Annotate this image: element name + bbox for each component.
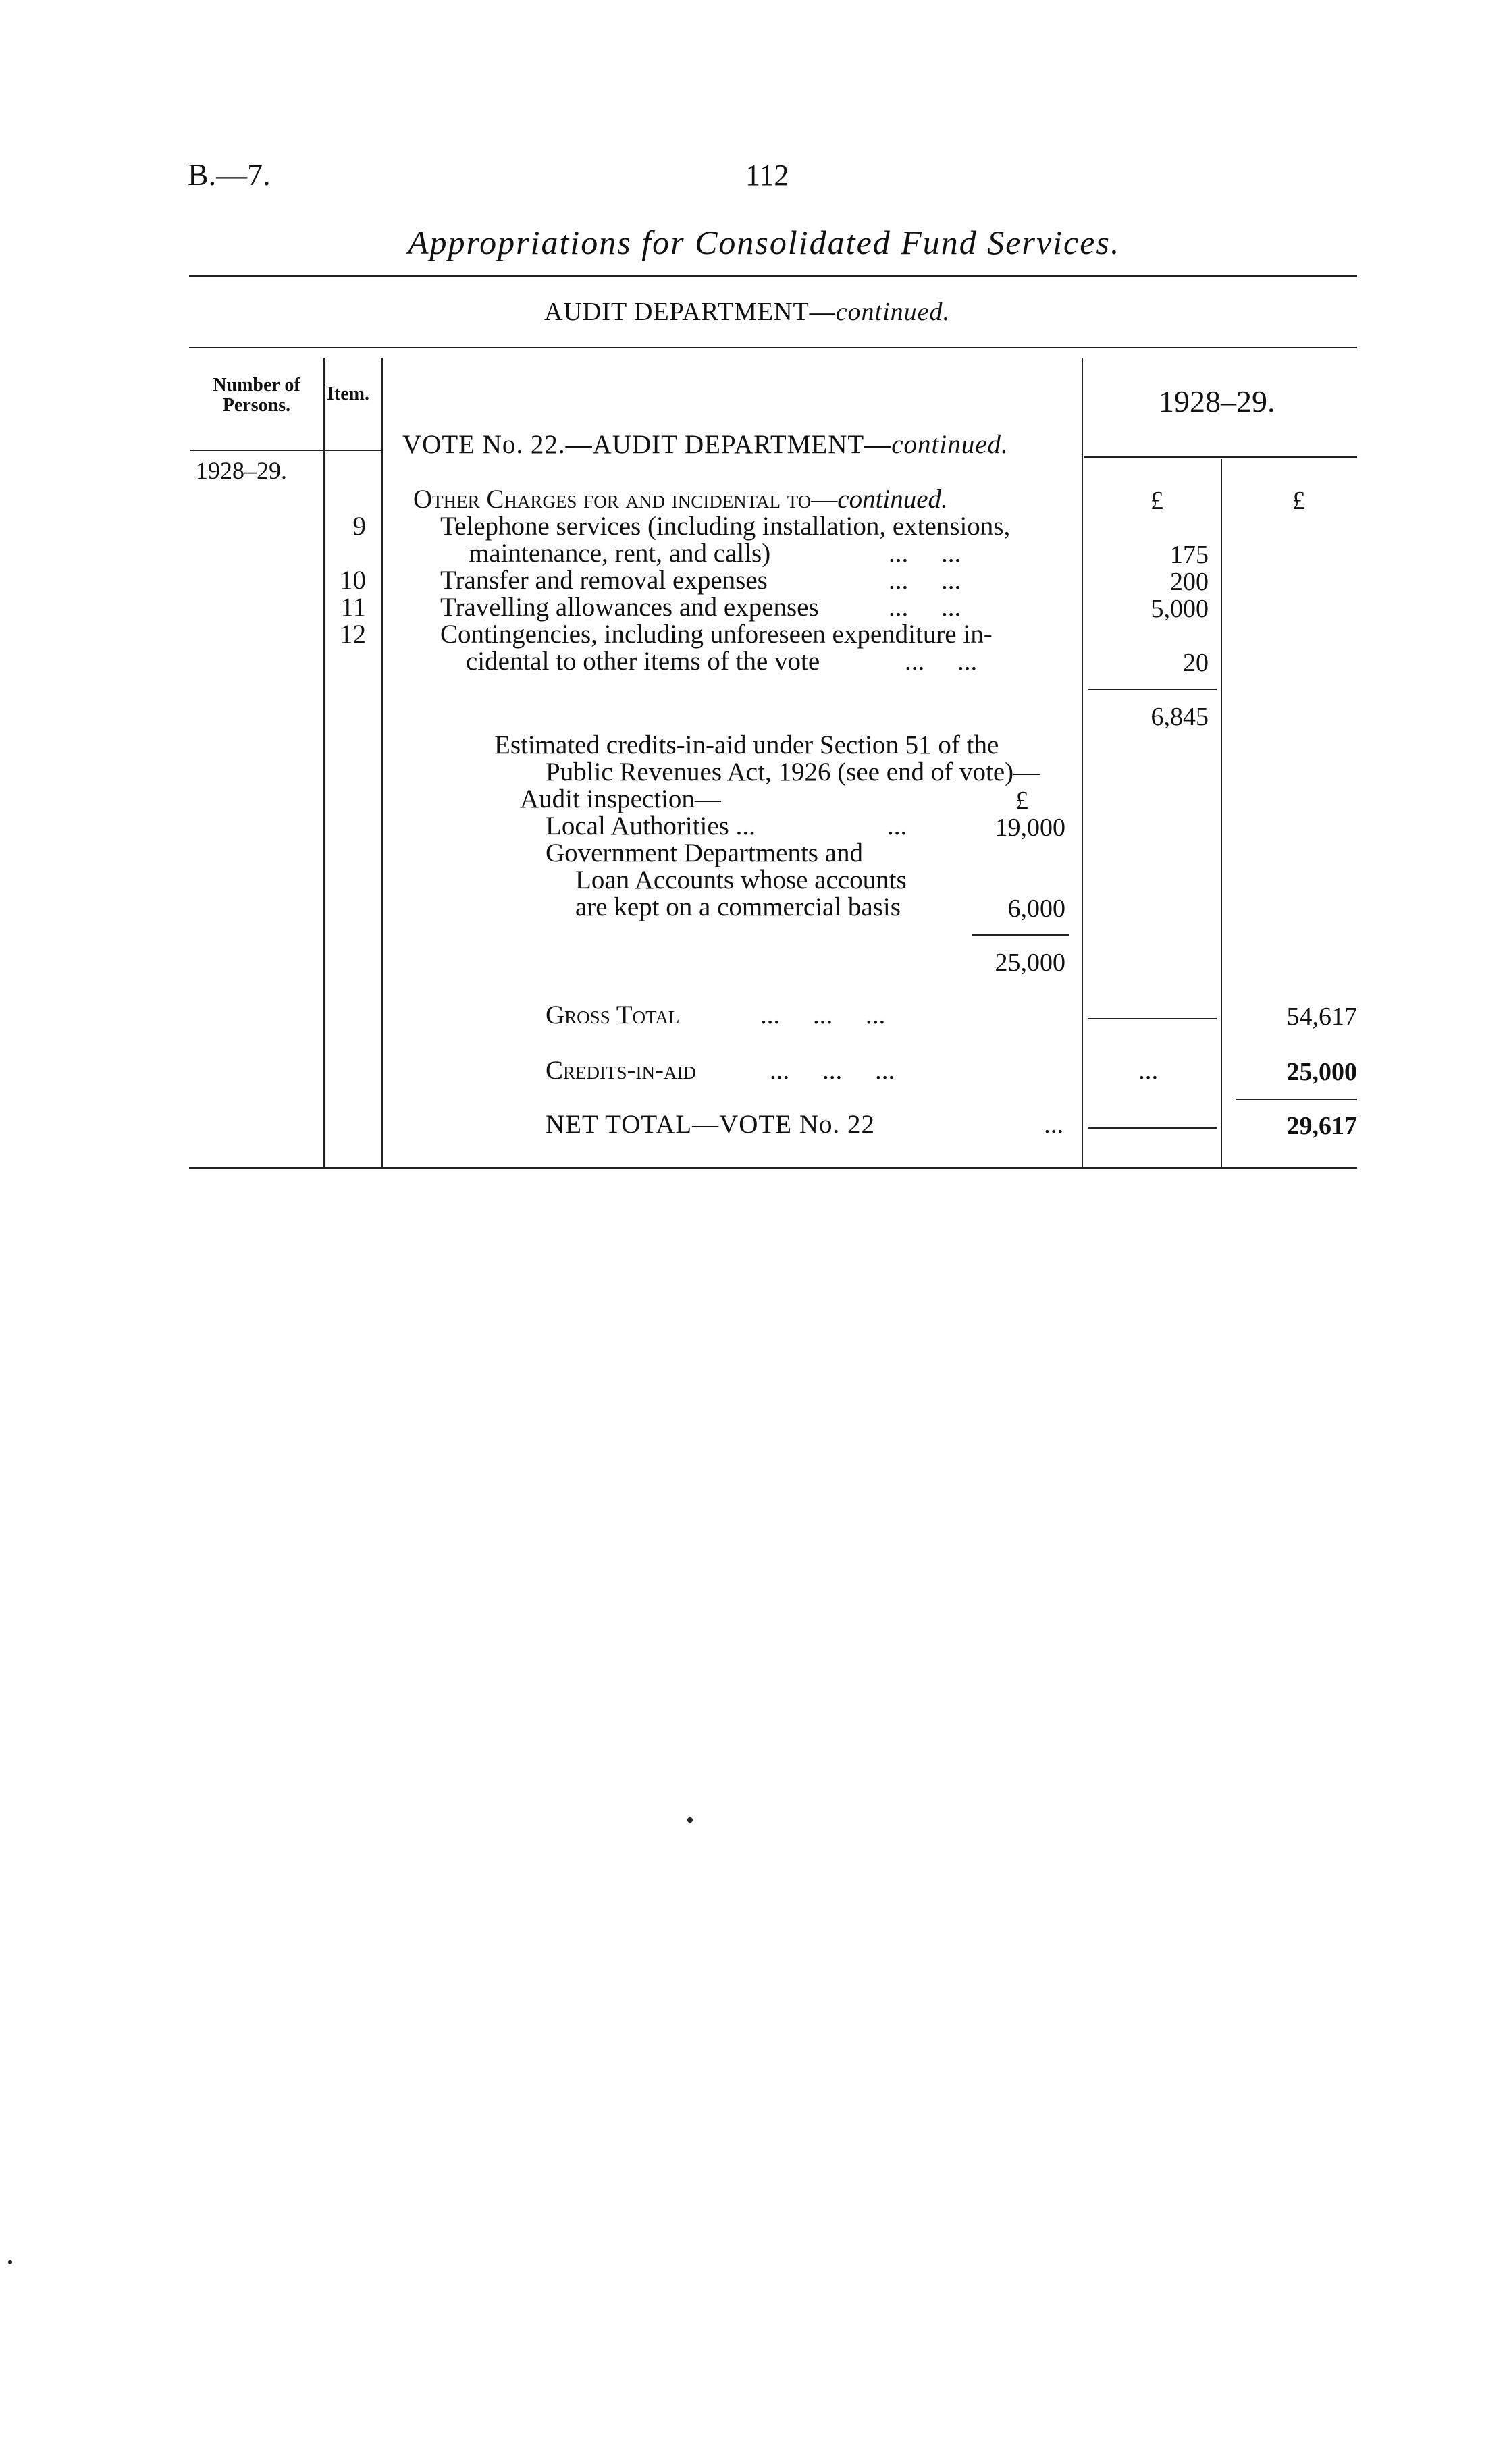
credits-in-aid-amount: 25,000	[1286, 1058, 1357, 1086]
item-amount: 200	[1170, 568, 1209, 596]
subtotal-rule	[1088, 689, 1217, 690]
item-description: Travelling allowances and expenses	[440, 593, 819, 622]
title-rule	[189, 275, 1357, 277]
persons-year: 1928–29.	[196, 457, 287, 484]
print-speck	[8, 2260, 12, 2264]
currency-left: £	[1151, 487, 1163, 515]
item-number: 12	[340, 620, 366, 649]
persons-header-rule	[190, 450, 382, 451]
item-description: Telephone services (including installation, extensions,	[440, 512, 1011, 541]
vote-title-suffix: continued.	[891, 430, 1009, 459]
item-description: Contingencies, including unforeseen expenditure in-	[440, 620, 993, 649]
col-item-header: Item.	[327, 383, 369, 404]
item-description-cont: cidental to other items of the vote	[466, 647, 820, 676]
col-year-header: 1928–29.	[1159, 384, 1275, 419]
net-total-rule	[1236, 1099, 1357, 1100]
item-description: Transfer and removal expenses	[440, 566, 768, 595]
gov-departments-label-cont: Loan Accounts whose accounts	[575, 865, 907, 894]
vote-title	[402, 429, 1009, 460]
gov-departments-label-cont: are kept on a commercial basis	[575, 892, 901, 921]
rule-persons-item	[323, 358, 325, 1168]
rule-amount-total	[1221, 459, 1222, 1168]
credits-in-aid-label: Credits-in-aid	[546, 1056, 696, 1085]
col-persons-header: Number of Persons.	[213, 375, 300, 416]
item-leader-dots: ... ...	[889, 593, 961, 622]
credits-intro-cont: Public Revenues Act, 1926 (see end of vote)—	[546, 757, 1040, 786]
credits-total: 25,000	[995, 948, 1065, 977]
gross-total-amount: 54,617	[1286, 1002, 1357, 1031]
credits-in-aid-dots: ... ... ...	[770, 1056, 895, 1085]
local-authorities-amount: 19,000	[995, 813, 1065, 842]
section-heading-suffix: continued.	[837, 485, 948, 514]
credits-intro: Estimated credits-in-aid under Section 51 of the	[494, 730, 999, 759]
department-name: AUDIT DEPARTMENT—	[544, 298, 836, 326]
page-title: Appropriations for Consolidated Fund Services.	[408, 223, 1121, 261]
local-authorities-label: Local Authorities ...	[546, 811, 756, 840]
gov-departments-amount: 6,000	[1007, 894, 1065, 923]
subtotal-amount: 6,845	[1151, 703, 1209, 731]
net-total-amount: 29,617	[1286, 1112, 1357, 1140]
net-total-label: NET TOTAL—VOTE No. 22	[546, 1110, 876, 1139]
print-speck	[687, 1817, 693, 1823]
department-suffix: continued.	[835, 298, 951, 326]
page-number: 112	[745, 159, 789, 192]
credits-subtotal-rule	[972, 934, 1069, 936]
gov-departments-label: Government Departments and	[546, 838, 864, 867]
local-authorities-dots: ...	[887, 811, 907, 840]
department-heading	[544, 297, 950, 327]
item-leader-dots: ... ...	[889, 566, 961, 595]
item-leader-dots: ... ...	[905, 647, 978, 676]
year-header-rule	[1084, 456, 1357, 458]
dept-rule	[189, 347, 1357, 348]
rule-item-desc	[381, 358, 383, 1168]
rule-desc-amount	[1082, 358, 1083, 1168]
gross-total-dots: ... ... ...	[760, 1000, 886, 1029]
section-heading-text: Other Charges for and incidental to—	[413, 485, 838, 514]
section-heading	[413, 486, 948, 513]
net-total-dash	[1088, 1127, 1217, 1129]
item-leader-dots: ... ...	[889, 539, 961, 568]
vote-title-text: VOTE No. 22.—AUDIT DEPARTMENT—	[402, 430, 892, 459]
doc-ref: B.—7.	[188, 157, 271, 192]
item-number: 11	[340, 593, 366, 622]
currency-right: £	[1292, 487, 1305, 515]
table-bottom-rule	[189, 1167, 1357, 1169]
net-total-dots: ...	[1044, 1110, 1064, 1139]
gross-total-label: Gross Total	[546, 1000, 680, 1029]
credits-currency: £	[1015, 786, 1028, 815]
item-description-cont: maintenance, rent, and calls)	[469, 539, 771, 568]
gross-total-dash	[1088, 1018, 1217, 1019]
item-number: 9	[352, 512, 366, 541]
item-number: 10	[340, 566, 366, 595]
item-amount: 175	[1170, 541, 1209, 569]
audit-inspection-label: Audit inspection—	[520, 784, 721, 813]
item-amount: 20	[1183, 649, 1209, 677]
item-amount: 5,000	[1151, 595, 1209, 623]
credits-in-aid-mid-dots: ...	[1138, 1056, 1159, 1085]
